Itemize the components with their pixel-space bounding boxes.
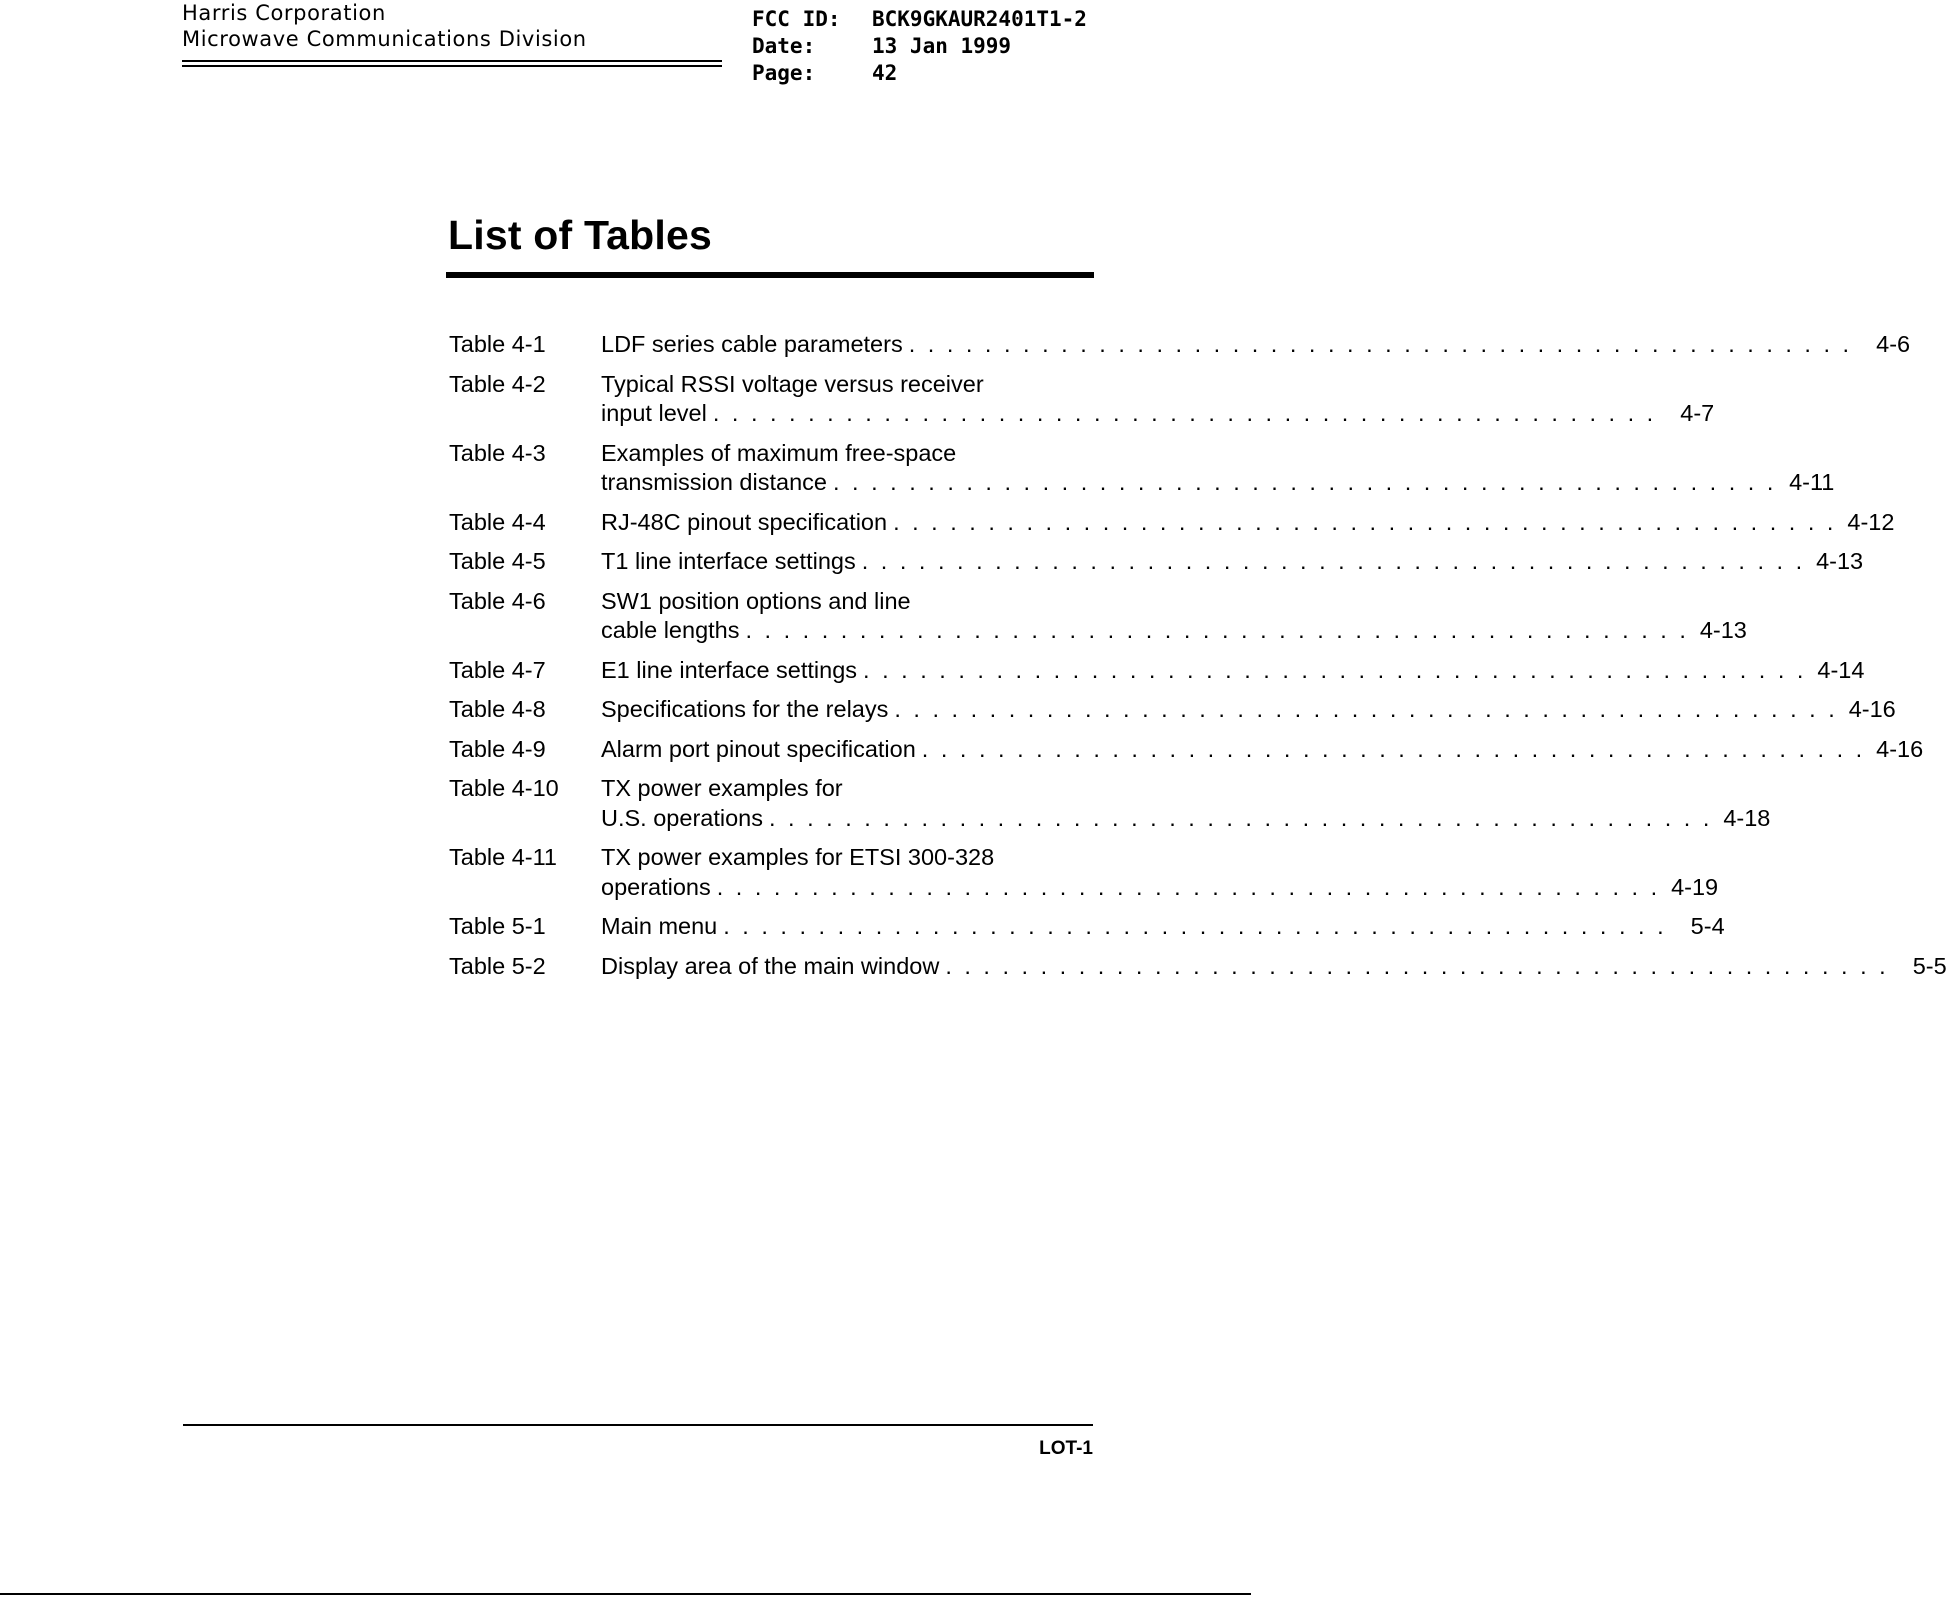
toc-entry-body (601, 952, 1947, 982)
toc-entry-page-number: 4-13 (1699, 617, 1747, 643)
date-row (752, 33, 1087, 60)
toc-entry-body (601, 330, 1910, 360)
toc-entry-page-number: 4-13 (1816, 548, 1864, 574)
toc-entry[interactable] (449, 508, 1895, 538)
toc-entry[interactable] (449, 587, 1747, 646)
toc-entry-number: Table 4-3 (449, 439, 546, 466)
dot-leader: . . . . . . . . . . . . . . . . . . . . . . . . . . . . . . . . . . . . . . . . . . . . . . . . . . (945, 952, 1889, 979)
date-label: Date: (752, 34, 816, 58)
toc-entry[interactable] (449, 912, 1725, 942)
toc-entry-number: Table 4-8 (449, 696, 546, 722)
toc-entry-body (601, 735, 1923, 765)
header-stamp (752, 6, 1087, 87)
toc-entry[interactable] (449, 695, 1896, 725)
toc-entry-number: Table 4-1 (449, 331, 546, 357)
toc-entry-body (601, 656, 1864, 686)
toc-entry-body (601, 912, 1725, 942)
dot-leader: . . . . . . . . . . . . . . . . . . . . . . . . . . . . . . . . . . . . . . . . . . . . . . . . . . (712, 400, 1657, 426)
header-rule-bottom (182, 65, 722, 67)
toc-entry-title-line: Display area of the main window (601, 952, 940, 979)
toc-entry-title-line: T1 line interface settings (601, 548, 856, 574)
date-value: 13 Jan 1999 (872, 34, 1012, 58)
toc-entry-number: Table 4-6 (449, 587, 546, 614)
toc-entry-title-line: RJ-48C pinout specification (601, 508, 888, 535)
dot-leader: . . . . . . . . . . . . . . . . . . . . . . . . . . . . . . . . . . . . . . . . . . . . . . . . . . (863, 656, 1807, 683)
page-row (752, 60, 1087, 87)
toc-entry-title-line: U.S. operations (601, 804, 763, 831)
header-double-rule (182, 60, 722, 68)
toc-entry-number: Table 5-1 (449, 913, 546, 939)
toc-entry[interactable] (449, 952, 1947, 982)
toc-entry-title-line: Specifications for the relays (601, 696, 889, 722)
toc-entry-page-number: 4-7 (1680, 400, 1715, 426)
toc-entry-number: Table 4-4 (449, 508, 546, 535)
toc-entry-last-line (601, 330, 1910, 360)
toc-entry-body (601, 439, 1834, 498)
toc-entry-page-number: 5-4 (1690, 913, 1725, 939)
toc-entry-page-number: 4-16 (1876, 735, 1924, 762)
fcc-id-label: FCC ID: (752, 7, 841, 31)
toc-entry-page-number: 5-5 (1912, 952, 1947, 979)
toc-entry-last-line (601, 912, 1725, 942)
dot-leader: . . . . . . . . . . . . . . . . . . . . . . . . . . . . . . . . . . . . . . . . . . . . . . . . . . (893, 508, 1837, 535)
division-name: Microwave Communications Division (182, 27, 587, 51)
list-of-tables (449, 330, 1947, 991)
toc-entry-title-line: TX power examples for (601, 775, 843, 801)
toc-entry-title-line: TX power examples for ETSI 300-328 (601, 844, 995, 870)
toc-entry[interactable] (449, 439, 1835, 498)
toc-entry-body (601, 370, 1714, 429)
toc-entry-title-line: E1 line interface settings (601, 656, 858, 683)
toc-entry[interactable] (449, 843, 1719, 902)
toc-entry-last-line (601, 656, 1864, 686)
footer-page-label: LOT-1 (1039, 1438, 1093, 1459)
fcc-id-row (752, 6, 1087, 33)
toc-entry-number: Table 4-11 (449, 844, 557, 870)
toc-entry[interactable] (449, 735, 1924, 765)
toc-entry-number: Table 4-5 (449, 548, 546, 574)
toc-entry-last-line (601, 804, 1770, 834)
page-title: List of Tables (448, 212, 713, 258)
toc-entry-title-line: LDF series cable parameters (601, 331, 903, 357)
toc-entry-last-line (601, 508, 1894, 538)
dot-leader: . . . . . . . . . . . . . . . . . . . . . . . . . . . . . . . . . . . . . . . . . . . . . . . . . . (921, 735, 1866, 762)
toc-entry-page-number: 4-16 (1848, 696, 1896, 722)
toc-entry-page-number: 4-6 (1876, 331, 1911, 357)
toc-entry[interactable] (449, 547, 1864, 577)
toc-entry-page-number: 4-14 (1817, 656, 1865, 683)
toc-entry-title-line: Examples of maximum free-space (601, 439, 957, 466)
dot-leader: . . . . . . . . . . . . . . . . . . . . . . . . . . . . . . . . . . . . . . . . . . . . . . . . . . (861, 548, 1806, 574)
toc-entry[interactable] (449, 330, 1911, 360)
footer-rule (183, 1424, 1093, 1426)
toc-entry-body (601, 695, 1896, 725)
toc-entry-page-number: 4-19 (1671, 873, 1719, 900)
dot-leader: . . . . . . . . . . . . . . . . . . . . . . . . . . . . . . . . . . . . . . . . . . . . . . . . . . (768, 804, 1713, 831)
toc-entry-number: Table 4-10 (449, 775, 559, 801)
title-rule (446, 272, 1094, 278)
dot-leader: . . . . . . . . . . . . . . . . . . . . . . . . . . . . . . . . . . . . . . . . . . . . . . . . . . (745, 617, 1689, 643)
toc-entry-number: Table 4-9 (449, 735, 546, 762)
toc-entry-body (601, 508, 1894, 538)
toc-entry-last-line (601, 952, 1947, 982)
dot-leader: . . . . . . . . . . . . . . . . . . . . . . . . . . . . . . . . . . . . . . . . . . . . . . . . . . (716, 873, 1661, 900)
toc-entry-number: Table 4-7 (449, 656, 546, 683)
company-name: Harris Corporation (182, 1, 386, 25)
toc-entry-title-line: Typical RSSI voltage versus receiver (601, 370, 984, 397)
toc-entry-last-line (601, 873, 1718, 903)
toc-entry-page-number: 4-11 (1789, 469, 1835, 495)
fcc-id-value: BCK9GKAUR2401T1-2 (872, 7, 1087, 31)
page-value: 42 (872, 61, 898, 85)
dot-leader: . . . . . . . . . . . . . . . . . . . . . . . . . . . . . . . . . . . . . . . . . . . . . . . . . . (894, 696, 1838, 722)
toc-entry[interactable] (449, 656, 1865, 686)
toc-entry[interactable] (449, 774, 1771, 833)
page-label: Page: (752, 61, 816, 85)
header-rule-top (182, 60, 722, 62)
toc-entry-title-line: cable lengths (601, 617, 740, 643)
toc-entry-page-number: 4-12 (1847, 508, 1895, 535)
toc-entry-last-line (601, 547, 1863, 577)
toc-entry-number: Table 5-2 (449, 952, 546, 979)
toc-entry-last-line (601, 468, 1834, 498)
toc-entry-title-line: Main menu (601, 913, 718, 939)
dot-leader: . . . . . . . . . . . . . . . . . . . . . . . . . . . . . . . . . . . . . . . . . . . . . . . . . . (908, 331, 1853, 357)
toc-entry-last-line (601, 616, 1747, 646)
toc-entry-page-number: 4-18 (1723, 804, 1771, 831)
toc-entry-title-line: input level (601, 400, 707, 426)
toc-entry-last-line (601, 735, 1923, 765)
toc-entry-title-line: operations (601, 873, 711, 900)
toc-entry-body (601, 774, 1770, 833)
toc-entry-last-line (601, 695, 1896, 725)
toc-entry-body (601, 547, 1863, 577)
toc-entry-number: Table 4-2 (449, 370, 546, 397)
dot-leader: . . . . . . . . . . . . . . . . . . . . . . . . . . . . . . . . . . . . . . . . . . . . . . . . . . (832, 469, 1777, 495)
scan-bottom-edge (0, 1593, 1251, 1595)
dot-leader: . . . . . . . . . . . . . . . . . . . . . . . . . . . . . . . . . . . . . . . . . . . . . . . . . . (723, 913, 1667, 939)
toc-entry-title-line: SW1 position options and line (601, 587, 911, 614)
toc-entry-last-line (601, 399, 1714, 429)
toc-entry-title-line: Alarm port pinout specification (601, 735, 916, 762)
toc-entry[interactable] (449, 370, 1715, 429)
toc-entry-title-line: transmission distance (601, 469, 827, 495)
header-left (182, 0, 587, 52)
toc-entry-body (601, 587, 1747, 646)
toc-entry-body (601, 843, 1718, 902)
